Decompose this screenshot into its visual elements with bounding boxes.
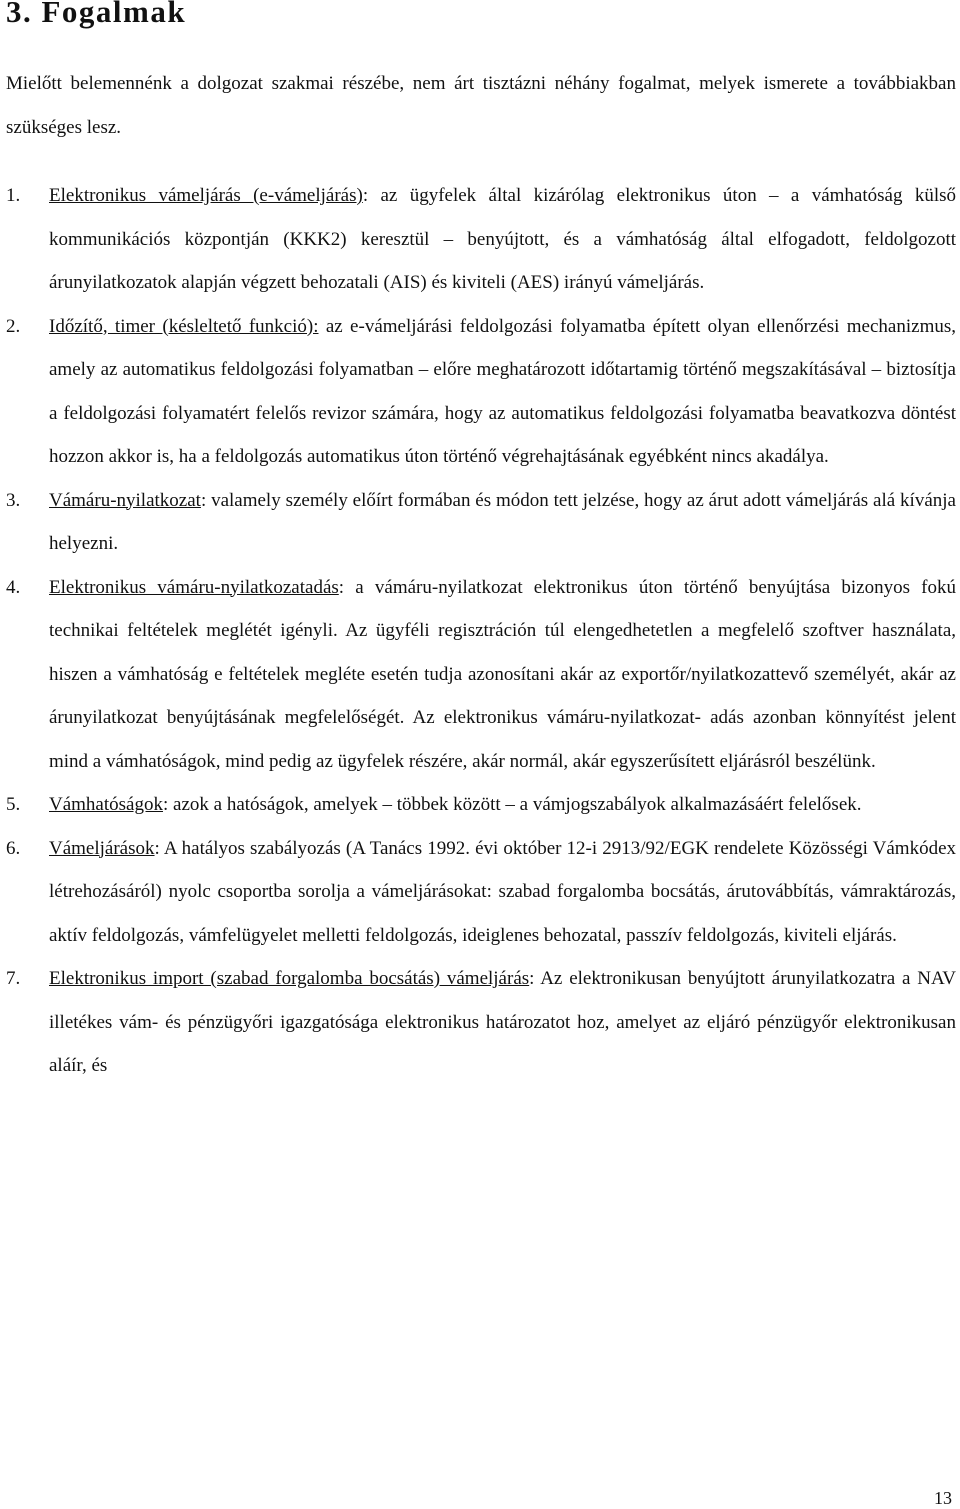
definition-term: Időzítő, timer (késleltető funkció): [49,315,319,337]
definition-number: 3. [6,489,21,511]
document-page [6,0,956,1509]
definition-text: : az ügyfelek által kizárólag elektronikus úton – a vámhatóság külső kommunikációs központján (KKK2) keresztül – benyújtott, és a vámhatóság által elfogadott, feldolgozott árunyilatkozatok alapján végzett behozatali (AIS) és kiviteli (AES) irányú vámeljárás. [49,185,956,293]
definition-term: Elektronikus vámáru-nyilatkozatadás [49,576,339,598]
definition-text: : a vámáru-nyilatkozat elektronikus úton történő benyújtása bizonyos fokú technikai feltételek meglétét igényli. Az ügyféli regisztráción túl elengedhetetlen a megfelelő szoftver használata, hiszen a vámhatóság e feltételek megléte esetén tudja azonosítani akár az exportőr/nyilatkozattevő személyét, akár az árunyilatkozat benyújtásának megfelelőségét. Az elektronikus vámáru-nyilatkozat- adás azonban könnyítést jelent mind a vámhatóságok, mind pedig az ügyfelek részére, akár normál, akár egyszerűsített eljárásról beszélünk. [49,576,956,772]
definition-text: az e-vámeljárási feldolgozási folyamatba épített olyan ellenőrzési mechanizmus, amely az automatikus feldolgozási folyamatban – előre meghatározott időtartamig történő megszakításával – biztosítja a feldolgozási folyamatért felelős revizor számára, hogy az automatikus feldolgozási folyamatba beavatkozva döntést hozzon akkor is, ha a feldolgozás automatikus úton történő végrehajtásának egyébként nincs akadálya. [49,315,956,467]
definition-term: Vámáru-nyilatkozat [49,489,201,511]
definition-number: 1. [6,185,21,206]
definition-item-2 [6,305,956,479]
definition-term: Elektronikus vámeljárás (e-vámeljárás) [49,185,363,206]
definition-item-1 [6,174,956,305]
definition-number: 4. [6,576,21,598]
definition-item-5 [6,783,956,827]
page-number: 13 [934,1488,952,1508]
intro-paragraph: Mielőtt belemennénk a dolgozat szakmai részébe, nem árt tisztázni néhány fogalmat, melyek ismerete a továbbiakban szükséges lesz. [6,73,956,138]
definition-number: 2. [6,315,21,337]
definition-term: Vámhatóságok [49,794,163,815]
definition-text: : Az elektronikusan benyújtott árunyilatkozatra a NAV illetékes vám- és pénzügyőri igazgatósága elektronikus határozatot hoz, amelyet az eljáró pénzügyőr elektronikusan aláír, és [49,968,957,1076]
definition-text: : A hatályos szabályozás (A Tanács 1992. évi október 12-i 2913/92/EGK rendelete Közösségi Vámkódex létrehozásáról) nyolc csoportba sorolja a vámeljárásokat: szabad forgalomba bocsátás, árutovábbítás, vámraktározás, aktív feldolgozás, vámfelügyelet melletti feldolgozás, ideiglenes behozatal, passzív feldolgozás, kiviteli eljárás. [49,837,956,946]
definition-number: 7. [6,968,21,989]
definition-term: Vámeljárások [49,837,155,859]
definition-item-6 [6,827,956,958]
definition-item-7 [6,957,956,1088]
definition-number: 6. [6,837,21,859]
definition-item-3 [6,479,956,566]
definition-item-4 [6,566,956,784]
definition-text: : azok a hatóságok, amelyek – többek között – a vámjogszabályok alkalmazásáért felelősek. [162,794,862,815]
definition-list [6,174,956,1088]
definition-term: Elektronikus import (szabad forgalomba bocsátás) vámeljárás [49,968,530,989]
definition-text: : valamely személy előírt formában és módon tett jelzése, hogy az árut adott vámeljárás alá kívánja helyezni. [49,489,956,554]
definition-number: 5. [6,794,21,815]
section-heading: 3. Fogalmak [6,0,187,29]
